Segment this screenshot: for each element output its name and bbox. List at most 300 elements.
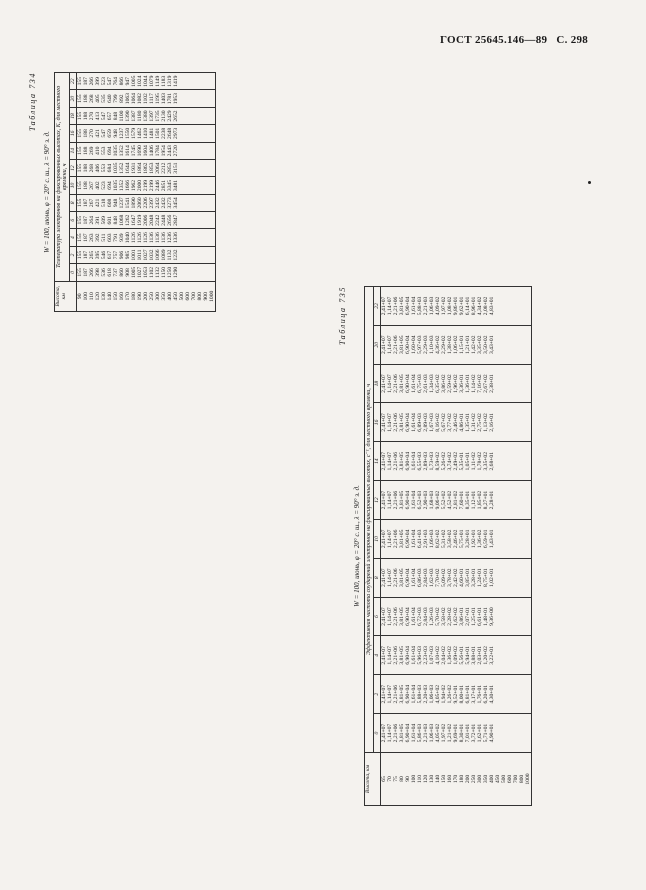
table-cell: 6,55+03 [417,451,423,471]
table-cell: 3,81+05 [399,684,405,704]
table-cell: 4,90+01 [489,723,495,743]
table-cell: 2,84+03 [423,568,429,587]
table-cell: 188 [83,181,89,190]
table-cell: 2242 [155,214,161,226]
table-cell: 737 [113,268,119,277]
table-cell: 3,28+01 [471,568,477,587]
table-cell: 1390 [125,110,131,122]
table-cell: 263 [89,233,95,242]
hour-header: 20 [70,90,77,107]
table-cell: 1,61+04 [411,374,417,393]
table-cell: 1735 [155,110,161,122]
table-cell: 2,28+02 [447,607,453,626]
value-column-cell [381,597,532,636]
table-cell: 2432 [161,197,167,209]
table-cell: 155 [77,181,83,190]
table-cell: 603 [107,233,113,242]
table-cell: 3,72+01 [471,723,477,743]
table-cell: 1001 [131,249,137,261]
table-cell: 6,75+03 [417,374,423,393]
table-cell: 6,61+01 [477,607,483,626]
height-value: 100 [411,774,417,784]
table-cell: 2238 [161,127,167,139]
height-value: 150 [113,292,119,301]
table-cell: 1,26+03 [429,607,435,626]
table-cell: 3,36+01 [459,374,465,393]
table-cell: 947 [125,77,131,86]
table-cell: 3,35+02 [477,335,483,355]
table-cell: 2,21+06 [393,296,399,316]
table-cell: 188 [83,163,89,173]
table-cell: 405 [95,94,101,103]
table-cell: 1032 [149,249,155,261]
table-cell: 601 [107,216,113,225]
table-cell: 2,61+03 [423,374,429,393]
table-cell: 267 [89,181,95,190]
table-cell: 1180 [137,110,143,122]
table-cell: 553 [101,163,107,173]
table-cell: 1136 [149,232,155,244]
height-value: 90 [77,293,83,300]
table-cell: 1579 [131,127,137,139]
table-cell: 1647 [131,214,137,226]
value-column-cell [381,519,532,558]
table-cell: 1102 [143,93,149,105]
table-cell: 1,61+04 [411,646,417,665]
data-table-735 [364,286,532,806]
table-cell: 1,06+03 [429,723,435,743]
table-cell: 8,96+01 [471,296,477,316]
table-cell: 523 [101,77,107,86]
table-cell: 6,20+01 [483,684,489,704]
height-value: 200 [465,774,471,784]
quantity-header: Эффективная частота соударений электронов на фиксированных высотах, с⁻¹, для местного времени, ч [365,287,374,753]
table-cell: 6,90+04 [405,451,411,471]
table-cell: 6,90+04 [405,529,411,549]
value-column-cell [77,107,216,124]
table-cell: 608 [107,198,113,208]
table-cell: 8,75+01 [483,568,489,587]
table-cell: 1,14+07 [387,723,393,743]
height-value: 450 [495,774,501,784]
table-cell: 518 [101,198,107,208]
table-cell: 4,52+02 [447,490,453,510]
table-cell: 3,35+02 [483,451,489,471]
table-cell: 1406 [149,145,155,157]
table-cell: 187 [83,268,89,277]
value-column-cell [77,229,216,246]
table-cell: 2064 [155,162,161,174]
value-column-cell [381,558,532,597]
table-cell: 1136 [161,232,167,244]
table-cell: 860 [119,268,125,277]
table-cell: 2199 [143,179,149,192]
table-cell: 3,58+02 [441,607,447,626]
value-column-cell [77,194,216,211]
table-cell: 2006 [143,214,149,226]
table-cell: 4,09+02 [435,296,441,316]
table-cell: 155 [77,250,83,260]
table-735-block [338,286,532,806]
table-cell: 1,61+04 [411,529,417,549]
table-cell: 2652 [173,110,179,122]
table-cell: 1862 [143,162,149,174]
table-cell: 2212 [161,162,167,174]
value-column-cell [77,125,216,142]
table-cell: 1,61+04 [411,413,417,432]
table-cell: 1066 [155,249,161,261]
value-column-cell [381,403,532,442]
table-cell: 2446 [155,179,161,192]
table-cell: 2,21+03 [423,296,429,316]
table-cell: 1,61+04 [411,568,417,587]
height-value: 700 [191,292,197,301]
hour-header: 4 [70,229,77,246]
table-params: W = 100, июнь, φ = 20° с. ш., λ = 90° з. д. [43,131,51,253]
table-params: W = 100, июнь, φ = 20° с. ш., λ = 90° з. д. [353,485,361,607]
height-value: 80 [399,776,405,782]
table-cell: 1053 [143,266,149,278]
table-cell: 1237 [119,127,125,139]
table-cell: 2060 [137,197,143,209]
hour-header: 16 [374,403,381,442]
table-cell: 3,58+02 [447,529,453,549]
table-cell: 2,21+06 [393,568,399,587]
table-caption: Таблица 734 [28,72,37,132]
table-cell: 9,62+01 [459,296,465,316]
table-cell: 1,34+03 [429,374,435,393]
height-values-cell [381,752,532,805]
table-cell: 155 [77,163,83,173]
table-cell: 1745 [131,145,137,157]
table-cell: 8,27+01 [483,490,489,510]
table-cell: 2443 [167,145,173,157]
table-cell: 1,14+02 [471,374,477,393]
table-cell: 2000 [137,179,143,192]
height-value: 90 [405,776,411,782]
hour-header: 2 [70,246,77,263]
table-cell: 1,60+04 [411,335,417,355]
table-cell: 7,60+01 [459,490,465,510]
table-cell: 1550 [125,127,131,139]
table-cell: 1,62+01 [477,723,483,743]
table-cell: 1,35+01 [465,413,471,432]
gost-number: ГОСТ 25645.146—89 [440,34,548,46]
table-cell: 3345 [167,179,173,192]
height-value: 130 [101,292,107,301]
table-cell: 659 [107,129,113,138]
table-cell: 2,03+01 [477,646,483,665]
table-cell: 2,29+02 [441,335,447,355]
table-cell: 1,26+02 [447,684,453,704]
hour-header: 2 [374,675,381,714]
table-cell: 1,21+01 [465,335,471,355]
table-cell: 1,61+04 [411,723,417,743]
table-cell: 1319 [167,75,173,87]
height-value: 800 [197,292,203,301]
table-cell: 1236 [167,232,173,244]
table-cell: 1063 [125,93,131,105]
table-cell: 8,62+02 [435,529,441,549]
table-cell: 1,14+07 [387,684,393,704]
hour-header: 0 [374,714,381,753]
table-cell: 3273 [167,197,173,209]
table-cell: 269 [89,146,95,155]
table-cell: 4,05+02 [435,684,441,704]
table-cell: 618 [107,268,113,277]
table-cell: 1,67+03 [429,413,435,432]
table-cell: 2,41+07 [381,646,387,665]
table-cell: 6,90+04 [405,335,411,355]
table-cell: 2,81+02 [453,490,459,510]
table-cell: 402 [95,181,101,190]
table-cell: 985 [125,250,131,260]
height-value: 65 [381,776,387,782]
hour-header: 22 [70,73,77,90]
table-cell: 2,04+02 [441,646,447,665]
table-cell: 1501 [155,127,161,139]
height-value: 150 [441,774,447,784]
table-cell: 6,35+02 [435,374,441,393]
table-cell: 187 [83,198,89,208]
hour-header: 18 [374,364,381,403]
table-cell: 1,62+02 [453,607,459,626]
table-cell: 948 [113,129,119,138]
table-cell: 4,05+02 [435,723,441,743]
table-cell: 547 [101,129,107,138]
table-cell: 2397 [149,197,155,209]
table-cell: 9,06+02 [435,490,441,510]
table-cell: 267 [89,198,95,208]
table-cell: 4,86+01 [459,413,465,432]
height-value: 140 [435,774,441,784]
table-cell: 2,41+07 [381,374,387,393]
table-cell: 535 [101,94,107,103]
table-cell: 2429 [167,110,173,122]
table-cell: 2,21+06 [393,529,399,549]
table-cell: 657 [107,111,113,121]
table-cell: 270 [89,129,95,138]
table-cell: 268 [89,163,95,173]
hour-header: 8 [374,558,381,597]
table-cell: 1,97+02 [441,723,447,743]
table-cell: 1,36+02 [447,646,453,665]
table-cell: 2853 [167,162,173,174]
table-cell: 9,69+01 [453,723,459,743]
table-cell: 1604 [143,145,149,157]
height-value: 160 [447,774,453,784]
hour-header: 16 [70,125,77,142]
table-cell: 188 [83,146,89,155]
height-value: 1000 [209,290,215,302]
table-cell: 1,61+04 [411,684,417,704]
table-cell: 547 [101,111,107,121]
table-cell: 3,81+05 [399,646,405,665]
table-cell: 2,38+01 [489,374,495,393]
table-cell: 2,21+06 [393,451,399,471]
table-cell: 1352 [119,179,125,192]
table-cell: 1183 [161,75,167,87]
table-cell: 2,49+02 [453,451,459,471]
table-cell: 1,21+02 [447,723,453,743]
value-column-cell [77,177,216,194]
table-row [77,73,216,312]
table-cell: 5,88+03 [417,296,423,316]
height-values-cell [77,281,216,311]
table-cell: 1,11+02 [471,452,477,471]
value-column-cell [381,675,532,714]
table-cell: 1126 [143,232,149,244]
table-cell: 4,36+02 [435,335,441,355]
table-cell: 1126 [131,232,137,244]
table-cell: 1064 [131,93,137,105]
table-cell: 6,72+03 [417,607,423,626]
table-cell: 265 [89,250,95,260]
table-cell: 2206 [143,197,149,209]
hour-header: 14 [70,142,77,159]
table-cell: 1126 [137,232,143,244]
table-cell: 5,71+01 [483,723,489,743]
hour-header: 18 [70,107,77,124]
value-column-cell [381,364,532,403]
table-cell: 3151 [173,162,179,174]
height-value: 110 [89,292,95,301]
value-column-cell [381,287,532,326]
table-cell: 1781 [167,93,173,105]
table-cell: 3481 [173,179,179,192]
table-cell: 3,86+02 [441,374,447,393]
table-cell: 1027 [143,249,149,261]
table-cell: 3,78+02 [447,568,453,587]
table-cell: 1864 [137,162,143,174]
table-cell: 1,94+02 [441,684,447,704]
table-cell: 1035 [113,145,119,157]
table-cell: 1100 [119,110,125,122]
table-cell: 9,36+00 [489,607,495,626]
table-cell: 413 [95,111,101,121]
table-cell: 2,41+07 [381,490,387,510]
table-cell: 155 [77,94,83,103]
table-cell: 3,17+01 [471,684,477,704]
page-number: С. 298 [556,34,589,46]
hour-header: 22 [374,287,381,326]
table-cell: 546 [101,250,107,260]
table-cell: 1,38+02 [447,335,453,355]
table-cell: 6,86+03 [417,568,423,587]
table-cell: 266 [89,77,95,86]
height-value: 350 [161,292,167,301]
hour-header: 12 [70,159,77,176]
table-cell: 5,26+02 [441,451,447,471]
table-cell: 1,20+02 [483,646,489,665]
table-cell: 1462 [137,127,143,139]
table-cell: 1,06+03 [429,296,435,316]
table-cell: 2130 [161,110,167,122]
table-cell: 1890 [131,197,137,209]
table-cell: 421 [95,129,101,138]
table-cell: 694 [107,181,113,190]
table-cell: 6,14+01 [465,296,471,316]
table-cell: 1380 [143,110,149,122]
table-cell: 1035 [113,179,119,192]
table-cell: 1352 [119,162,125,174]
table-cell: 1262 [125,214,131,226]
table-cell: 1117 [149,93,155,105]
table-cell: 2,21+06 [393,607,399,626]
table-cell: 4,34+02 [477,296,483,316]
table-cell: 3,22+01 [489,646,495,665]
table-cell: 1,36+01 [465,374,471,393]
hour-header: 0 [70,264,77,281]
table-cell: 8,30+01 [459,723,465,743]
table-cell: 5,86+03 [417,723,423,743]
table-cell: 3,86+01 [459,607,465,626]
table-cell: 410 [95,146,101,155]
table-cell: 2,21+06 [393,413,399,432]
table-cell: 1,09+02 [453,646,459,665]
table-cell: 6,90+04 [405,568,411,587]
table-cell: 1,05+01 [465,451,471,471]
table-cell: 155 [77,111,83,121]
table-cell: 2973 [173,127,179,139]
table-cell: 6,41+03 [417,529,423,549]
table-cell: 791 [113,233,119,242]
height-value: 170 [125,292,131,301]
table-cell: 1,76+01 [477,684,483,704]
height-value: 400 [489,774,495,784]
table-cell: 398 [95,268,101,277]
value-column-cell [77,73,216,90]
table-cell: 155 [77,146,83,155]
table-cell: 6,59+01 [483,529,489,549]
table-cell: 1,14+07 [387,374,393,393]
ink-dot [588,181,591,184]
table-cell: 1089 [161,249,167,261]
value-column-cell [381,325,532,364]
table-cell: 509 [101,216,107,225]
table-cell: 155 [77,216,83,225]
table-cell: 3,81+05 [399,374,405,393]
table-cell: 5,35+01 [459,451,465,471]
table-cell: 1,08+02 [447,296,453,316]
table-cell: 2,41+07 [381,296,387,316]
table-cell: 2,41+07 [381,684,387,704]
table-cell: 1,07+03 [429,646,435,665]
table-cell: 1132 [167,249,173,261]
table-cell: 1,14+07 [387,335,393,355]
hour-header: 4 [374,636,381,675]
hour-header: 10 [70,177,77,194]
table-cell: 2,91+03 [423,529,429,549]
table-cell: 5,70+02 [435,607,441,626]
height-value: 900 [203,292,209,301]
table-cell: 1,14+07 [387,646,393,665]
table-cell: 908 [125,268,131,277]
table-cell: 5,31+02 [441,529,447,549]
table-cell: 1040 [125,232,131,244]
table-cell: 694 [107,146,113,155]
table-cell: 1,14+07 [387,413,393,432]
height-value: 500 [179,292,185,301]
hour-header: 10 [374,519,381,558]
table-cell: 1232 [173,249,179,261]
table-cell: 1,92+01 [471,529,477,549]
table-cell: 866 [119,77,125,86]
value-column-cell [77,159,216,176]
table-cell: 2,46+02 [453,413,459,432]
table-cell: 6,52+03 [417,490,423,510]
value-column-cell [77,246,216,263]
